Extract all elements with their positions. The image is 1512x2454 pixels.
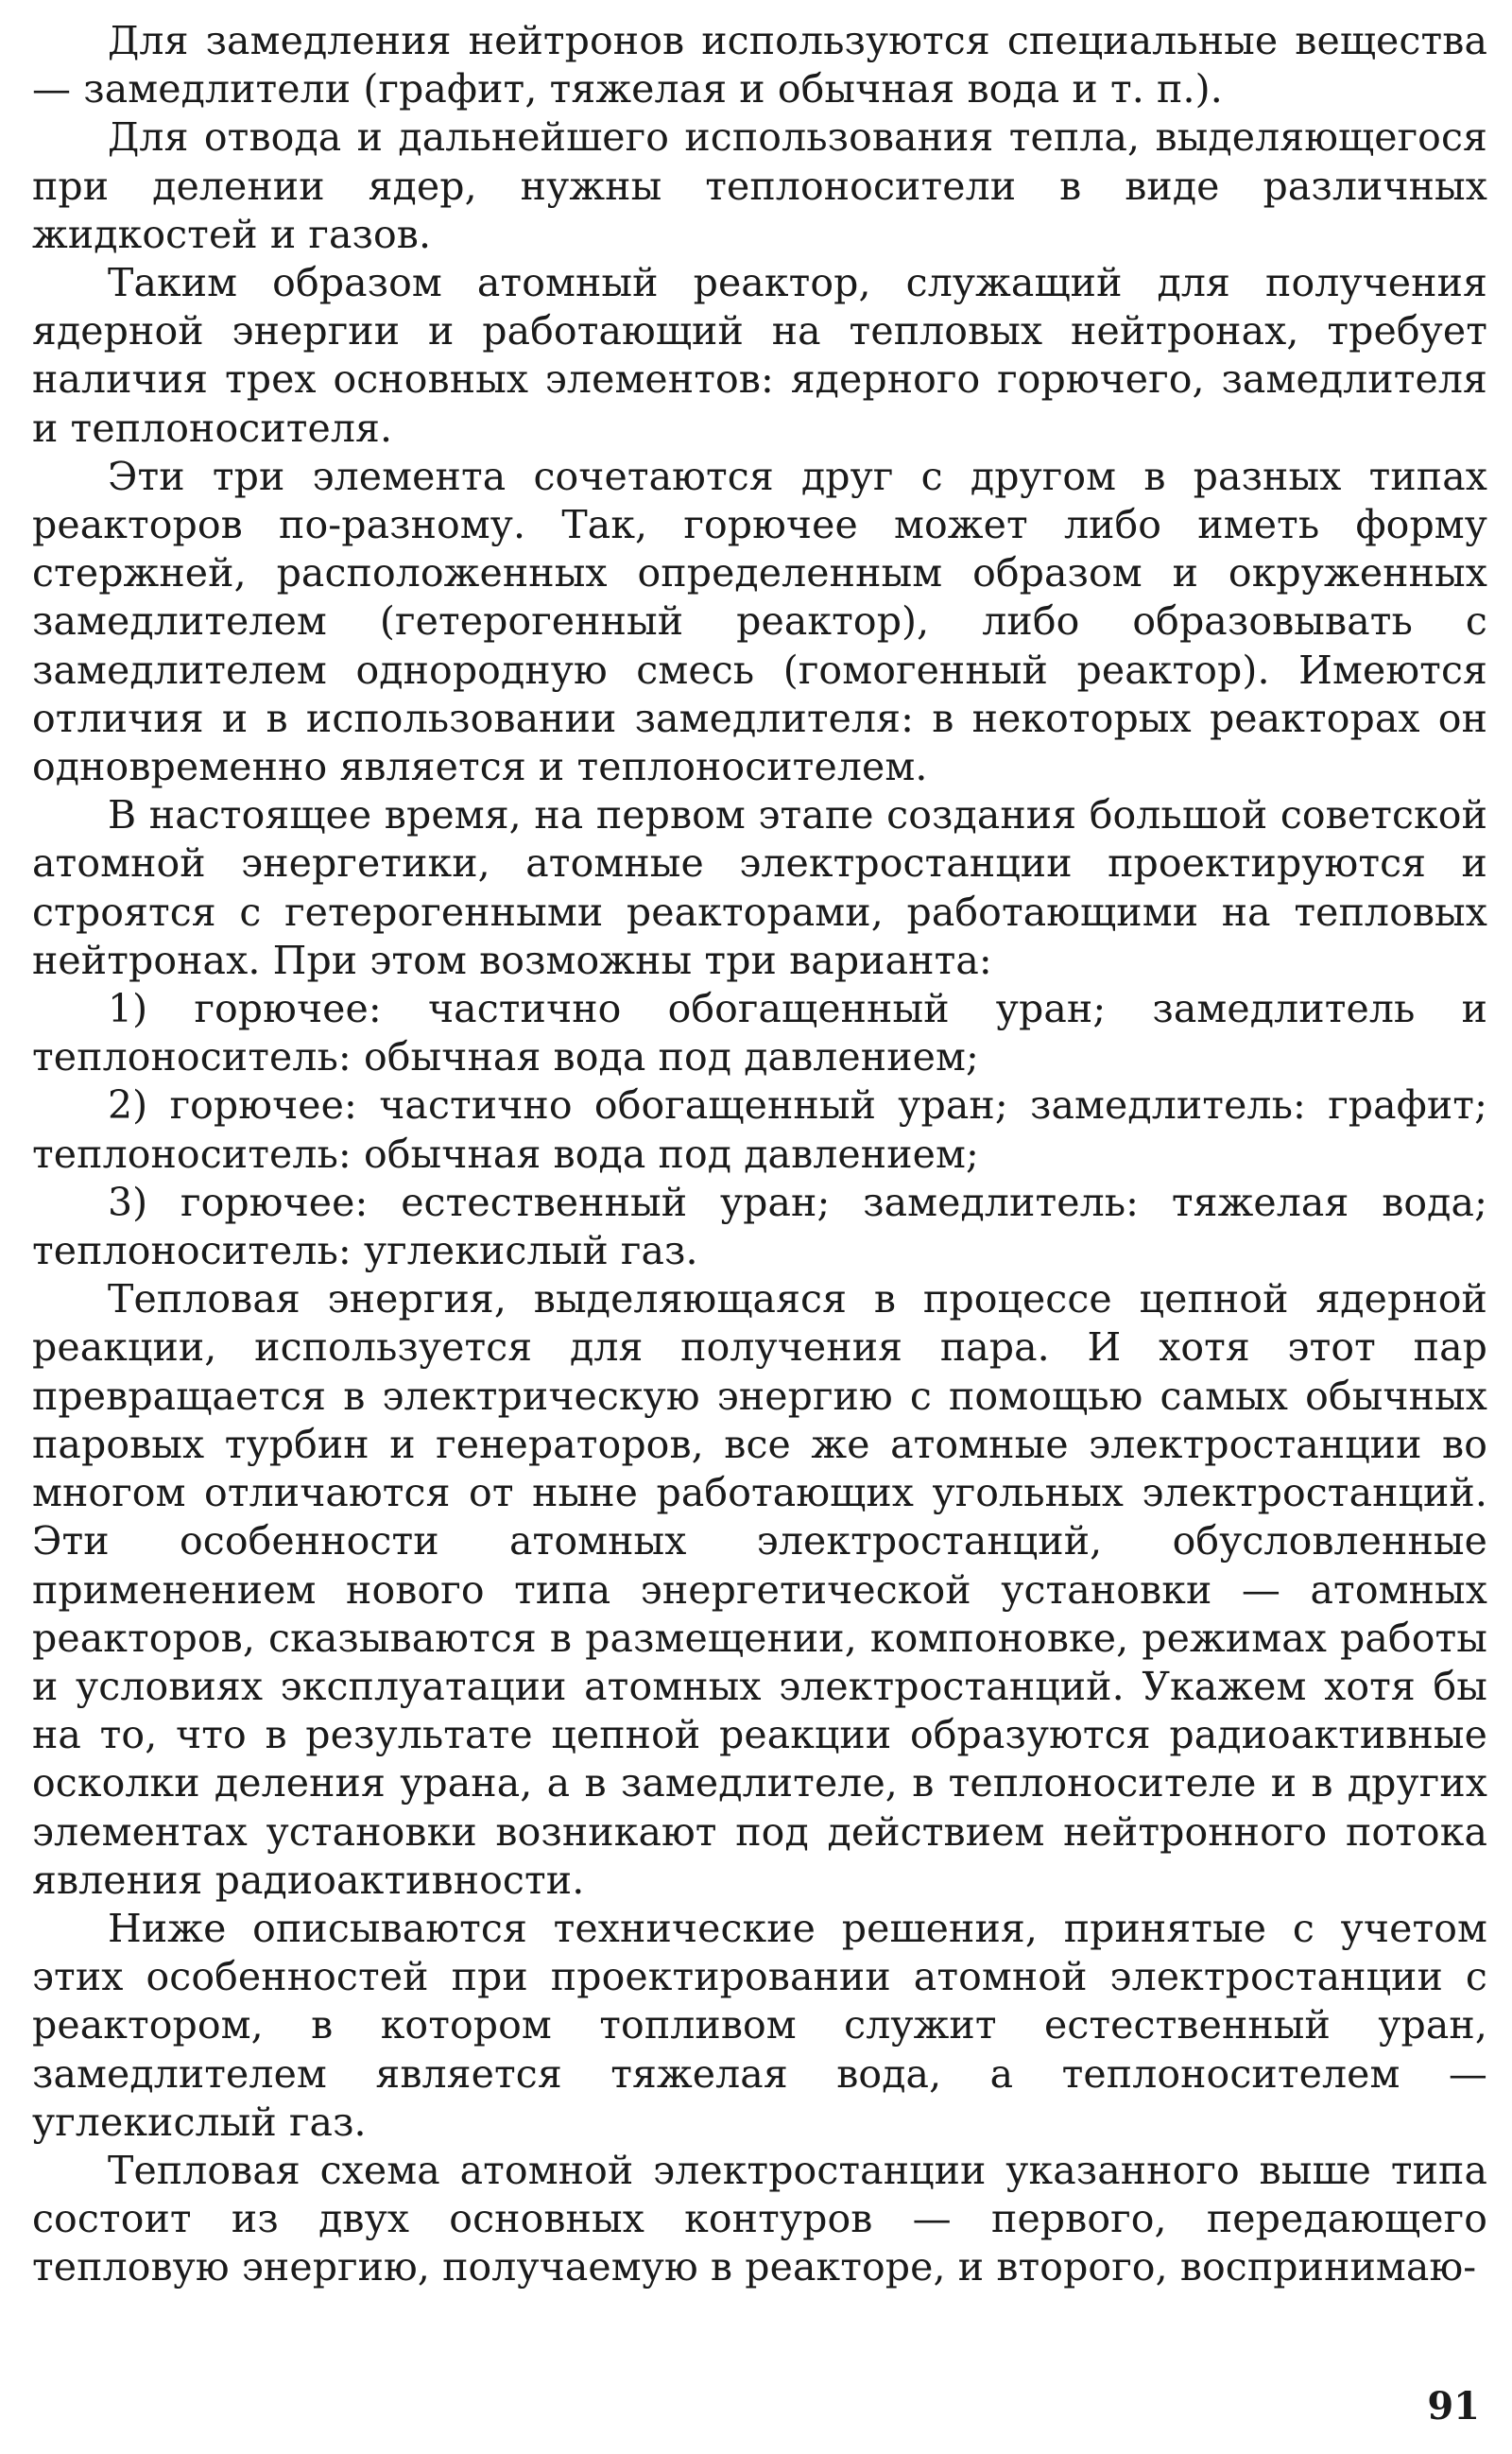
paragraph-current-stage: В настоящее время, на первом этапе создания большой советской атомной энергетики, атомные электростанции проектируются и строятся с гетерогенными реакторами, работающими на тепловых нейтронах. При этом возможны три варианта: xyxy=(32,792,1487,983)
paragraph-thermal-scheme: Тепловая схема атомной электростанции указанного выше типа состоит из двух основных контуров — первого, передающего тепловую энергию, получаемую в реакторе, и второго, воспринимаю- xyxy=(32,2147,1487,2290)
list-item-variant-3: 3) горючее: естественный уран; замедлитель: тяжелая вода; теплоноситель: углекислый газ. xyxy=(32,1179,1487,1274)
list-item-variant-1: 1) горючее: частично обогащенный уран; замедлитель и теплоноситель: обычная вода под давлением; xyxy=(32,986,1487,1080)
paragraph-reactor-types: Эти три элемента сочетаются друг с другом в разных типах реакторов по-разному. Так, горючее может либо иметь форму стержней, расположенных определенным образом и окруженных замедлителем (гетерогенный реактор), либо образовывать с замедлителем однородную смесь (гомогенный реактор). Имеются отличия и в использовании замедлителя: в некоторых реакторах он одновременно является и теплоносителем. xyxy=(32,453,1487,790)
paragraph-coolants: Для отвода и дальнейшего использования тепла, выделяющегося при делении ядер, нужны теплоносители в виде различных жидкостей и газов. xyxy=(32,114,1487,257)
page-body xyxy=(32,17,1487,2292)
list-item-variant-2: 2) горючее: частично обогащенный уран; замедлитель: графит; теплоноситель: обычная вода под давлением; xyxy=(32,1082,1487,1177)
paragraph-moderators: Для замедления нейтронов используются специальные вещества — замедлители (графит, тяжелая и обычная вода и т. п.). xyxy=(32,18,1487,112)
paragraph-reactor-elements: Таким образом атомный реактор, служащий для получения ядерной энергии и работающий на тепловых нейтронах, требует наличия трех основных элементов: ядерного горючего, замедлителя и теплоносителя. xyxy=(32,260,1487,451)
page-number: 91 xyxy=(1427,2384,1480,2428)
paragraph-technical-solutions: Ниже описываются технические решения, принятые с учетом этих особенностей при проектировании атомной электростанции с реактором, в котором топливом служит естественный уран, замедлителем является тяжелая вода, а теплоносителем — углекислый газ. xyxy=(32,1905,1487,2145)
paragraph-thermal-energy: Тепловая энергия, выделяющаяся в процессе цепной ядерной реакции, используется для получения пара. И хотя этот пар превращается в электрическую энергию с помощью самых обычных паровых турбин и генераторов, все же атомные электростанции во многом отличаются от ныне работающих угольных электростанций. Эти особенности атомных электростанций, обусловленные применением нового типа энергетической установки — атомных реакторов, сказываются в размещении, компоновке, режимах работы и условиях эксплуатации атомных электростанций. Укажем хотя бы на то, что в результате цепной реакции образуются радиоактивные осколки деления урана, а в замедлителе, в теплоносителе и в других элементах установки возникают под действием нейтронного потока явления радиоактивности. xyxy=(32,1276,1487,1903)
